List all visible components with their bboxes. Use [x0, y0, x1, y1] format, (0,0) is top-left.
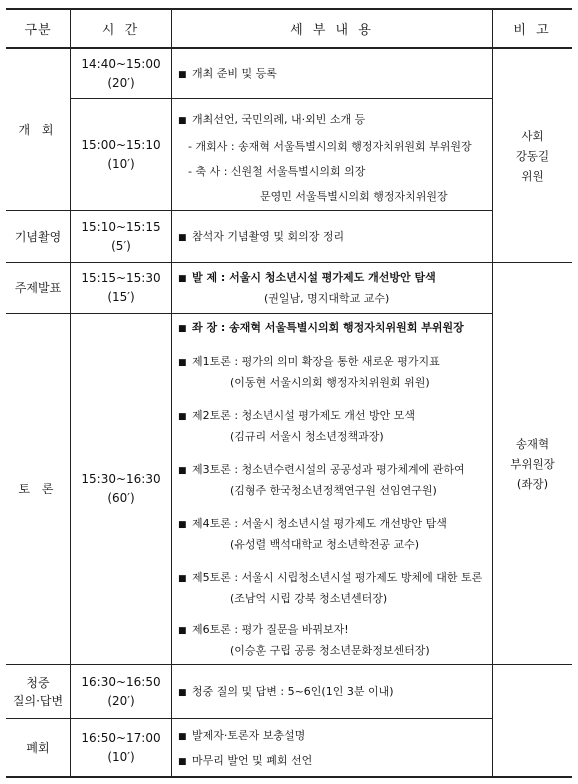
bullet-icon: ■ [178, 412, 187, 422]
bullet-icon: ■ [178, 732, 187, 742]
bullet-icon: ■ [178, 520, 187, 530]
bullet-icon: ■ [178, 757, 187, 767]
category-photo: 기념촬영 [14, 229, 62, 244]
table-border-bottom [6, 776, 572, 778]
category-qa: 청중 질의·답변 [12, 675, 64, 708]
keynote-presenter: (권일남, 명지대학교 교수) [264, 292, 390, 305]
category-discussion: 토 론 [18, 482, 58, 496]
category-closing: 폐회 [26, 740, 50, 755]
detail-closing: ■ 발제자·토론자 보충설명 ■ 마무리 발언 및 폐회 선언 [178, 724, 312, 774]
time-opening-ceremony [71, 99, 171, 210]
discussion-talk-3: ■ 제3토론 : 청소년수련시설의 공공성과 평가체계에 관하여 (김형주 한국청소년정책연구원 선임연구원) [178, 463, 465, 497]
header-category: 구분 [24, 23, 52, 38]
category-opening: 개 회 [18, 122, 58, 137]
bullet-icon: ■ [178, 116, 187, 126]
detail-photo: ■ 참석자 기념촬영 및 회의장 정리 [178, 229, 344, 246]
bullet-icon: ■ [178, 324, 187, 334]
time-duration: (10′) [107, 156, 135, 171]
time-closing: 16:50~17:00 (10′) [81, 730, 161, 764]
col-divider [171, 8, 172, 778]
discussion-talk-6: ■ 제6토론 : 평가 질문을 바꿔보자! (이승훈 구립 공릉 청소년문화정보센터장) [178, 623, 430, 657]
time-registration [71, 49, 171, 98]
time-qa: 16:30~16:50 (20′) [81, 674, 161, 708]
discussion-talk-4: ■ 제4토론 : 서울시 청소년시설 평가제도 개선방안 탐색 (유성렬 백석대학교 청소년학전공 교수) [178, 517, 447, 551]
detail-qa: ■ 청중 질의 및 답변 : 5~6인(1인 3분 이내) [178, 684, 394, 701]
category-keynote: 주제발표 [14, 281, 62, 295]
bullet-icon: ■ [178, 466, 187, 476]
time-range: 14:40~15:00 [81, 56, 161, 71]
bullet-icon: ■ [178, 688, 187, 698]
bullet-icon: ■ [178, 626, 187, 636]
discussion-talk-2: ■ 제2토론 : 청소년시설 평가제도 개선 방안 모색 (김규리 서울시 청소년정책과장) [178, 409, 415, 443]
bullet-icon: ■ [178, 358, 187, 368]
header-time: 시 간 [101, 23, 141, 38]
bullet-icon: ■ [178, 274, 187, 284]
opening-speech: - 개회사 : 송재혁 서울특별시의회 행정자치위원회 부위원장 [188, 140, 472, 153]
discussion-chair: ■ 좌 장 : 송재혁 서울특별시의회 행정자치위원회 부위원장 [178, 320, 464, 337]
discussion-talk-1: ■ 제1토론 : 평가의 의미 확장을 통한 새로운 평가지표 (이동현 서울시의회 행정자치위원회 위원) [178, 355, 440, 389]
bullet-icon: ■ [178, 233, 187, 243]
congratulatory-speech: - 축 사 : 신원철 서울특별시의회 의장 [188, 165, 366, 178]
time-keynote: 15:15~15:30 (15′) [81, 271, 161, 304]
discussion-talk-5: ■ 제5토론 : 서울시 시립청소년시설 평가제도 방체에 대한 토론 (조남억 시립 강북 청소년센터장) [178, 571, 483, 605]
note-chair: 송재혁 부위원장 (좌장) [510, 436, 555, 491]
time-photo: 15:10~15:15 (5′) [81, 219, 161, 253]
bullet-icon: ■ [178, 70, 187, 80]
congratulatory-speech-2: 문영민 서울특별시의회 행정자치위원장 [260, 190, 448, 203]
time-duration: (20′) [107, 75, 135, 90]
bullet-icon: ■ [178, 574, 187, 584]
detail-keynote: ■ 발 제 : 서울시 청소년시설 평가제도 개선방안 탐색 (권일남, 명지대학교 교수) [178, 268, 436, 309]
time-discussion: 15:30~16:30 (60′) [81, 472, 161, 505]
time-range: 15:00~15:10 [81, 137, 161, 152]
detail-opening-ceremony: ■ 개최선언, 국민의례, 내·외빈 소개 등 - 개회사 : 송재혁 서울특별시의회 행정자치위원회 부위원장 - 축 사 : 신원철 서울특별시의회 의장 문영민 서울특별시의회 행정자치위원장 [178, 107, 472, 209]
header-details: 세 부 내 용 [290, 23, 374, 38]
note-moderator: 사회 강동길 위원 [515, 128, 550, 183]
detail-registration: ■ 개최 준비 및 등록 [178, 66, 277, 83]
header-notes: 비 고 [513, 23, 552, 38]
